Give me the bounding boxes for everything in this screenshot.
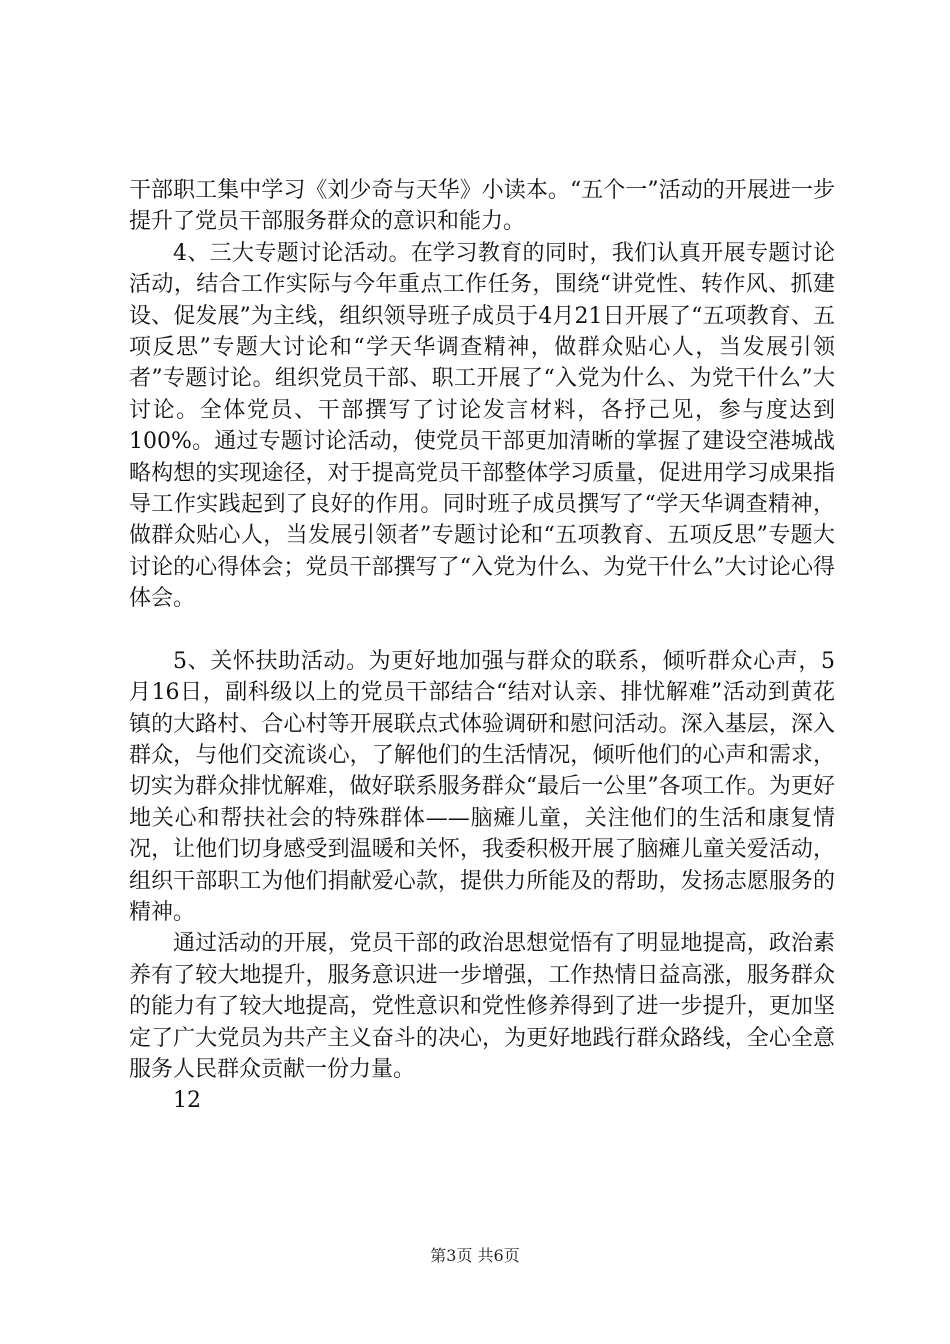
- document-body: [129, 175, 835, 1117]
- paragraph-1: 干部职工集中学习《刘少奇与天华》小读本。“五个一”活动的开展进一步提升了党员干部服务群众的意识和能力。: [129, 178, 835, 235]
- paragraph-5: 12: [173, 1088, 201, 1114]
- page-footer: 第3页 共6页: [430, 1246, 520, 1265]
- paragraph-4: 通过活动的开展，党员干部的政治思想觉悟有了明显地提高，政治素养有了较大地提升，服务意识进一步增强，工作热情日益高涨，服务群众的能力有了较大地提高，党性意识和党性修养得到了进一步提升，更加坚定了广大党员为共产主义奋斗的决心，为更好地践行群众路线，全心全意服务人民群众贡献一份力量。: [129, 931, 835, 1082]
- paragraph-spacer: [129, 615, 835, 646]
- paragraph-3: 5、关怀扶助活动。为更好地加强与群众的联系，倾听群众心声，5月16日，副科级以上的党员干部结合“结对认亲、排忧解难”活动到黄花镇的大路村、合心村等开展联点式体验调研和慰问活动。深入基层，深入群众，与他们交流谈心，了解他们的生活情况，倾听他们的心声和需求，切实为群众排忧解难，做好联系服务群众“最后一公里”各项工作。为更好地关心和帮扶社会的特殊群体——脑瘫儿童，关注他们的生活和康复情况，让他们切身感受到温暖和关怀，我委积极开展了脑瘫儿童关爱活动，组织干部职工为他们捐献爱心款，提供力所能及的帮助，发扬志愿服务的精神。: [129, 648, 835, 925]
- paragraph-2: 4、三大专题讨论活动。在学习教育的同时，我们认真开展专题讨论活动，结合工作实际与今年重点工作任务，围绕“讲党性、转作风、抓建设、促发展”为主线，组织领导班子成员于4月21日开展了“五项教育、五项反思”专题大讨论和“学天华调查精神，做群众贴心人，当发展引领者”专题讨论。组织党员干部、职工开展了“入党为什么、为党干什么”大讨论。全体党员、干部撰写了讨论发言材料，各抒己见，参与度达到100%。通过专题讨论活动，使党员干部更加清晰的掌握了建设空港城战略构想的实现途径，对于提高党员干部整体学习质量，促进用学习成果指导工作实践起到了良好的作用。同时班子成员撰写了“学天华调查精神，做群众贴心人，当发展引领者”专题讨论和“五项教育、五项反思”专题大讨论的心得体会；党员干部撰写了“入党为什么、为党干什么”大讨论心得体会。: [129, 240, 835, 612]
